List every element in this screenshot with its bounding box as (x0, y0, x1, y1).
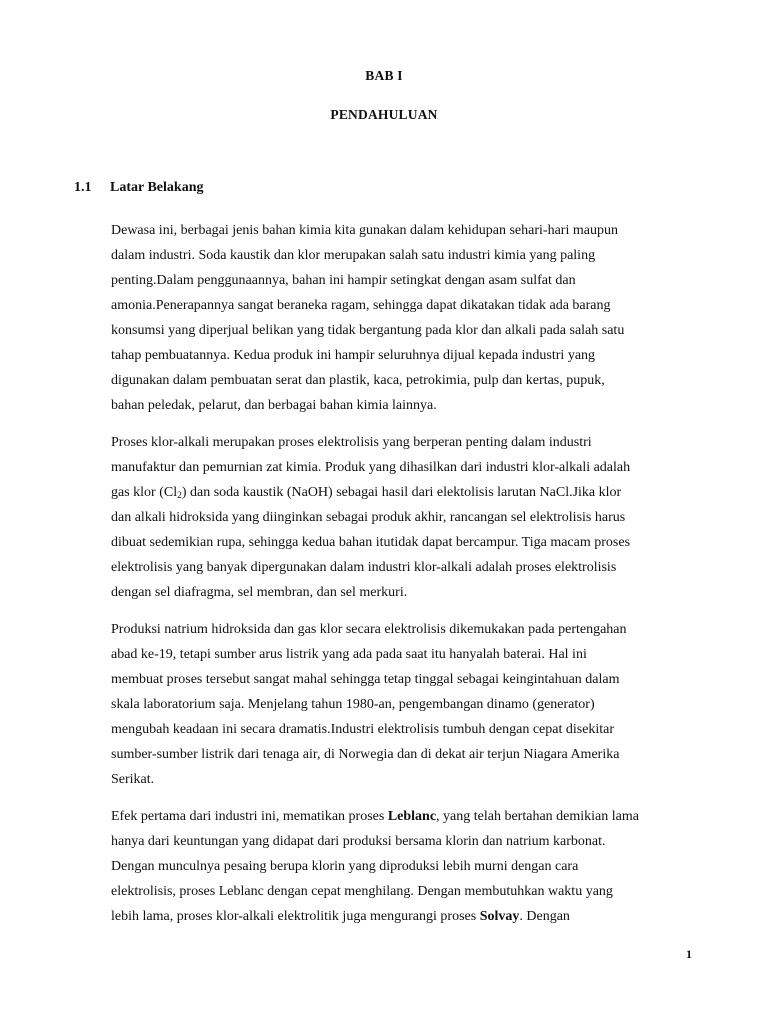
text-run: lebih lama, proses klor-alkali elektrolitik juga mengurangi proses (111, 909, 480, 924)
text-line: hanya dari keuntungan yang didapat dari produksi bersama klorin dan natrium karbonat. (111, 834, 606, 849)
formula-line (111, 480, 701, 505)
text-line: dalam industri. Soda kaustik dan klor merupakan salah satu industri kimia yang paling (111, 248, 596, 263)
text-line: elektrolisis yang banyak dipergunakan dalam industri klor-alkali adalah proses elektrolisis (111, 560, 617, 575)
chapter-title: PENDAHULUAN (330, 107, 438, 122)
text-line: digunakan dalam pembuatan serat dan plastik, kaca, petrokimia, pulp dan kertas, pupuk, (111, 373, 605, 388)
paragraph-4 (111, 804, 701, 929)
text-line (111, 804, 701, 829)
text-line (111, 904, 701, 929)
text-line: elektrolisis, proses Leblanc dengan cepat menghilang. Dengan membutuhkan waktu yang (111, 884, 613, 899)
bold-term-leblanc: Leblanc (387, 809, 437, 824)
text-line: dan alkali hidroksida yang diinginkan sebagai produk akhir, rancangan sel elektrolisis harus (111, 510, 626, 525)
page-number: 1 (686, 947, 692, 961)
text-line: skala laboratorium saja. Menjelang tahun 1980-an, pengembangan dinamo (generator) (111, 697, 595, 712)
text-line: bahan peledak, pelarut, dan berbagai bahan kimia lainnya. (111, 398, 437, 413)
text-run: , yang telah bertahan demikian lama (436, 809, 639, 824)
text-line: manufaktur dan pemurnian zat kimia. Produk yang dihasilkan dari industri klor-alkali adalah (111, 460, 631, 475)
text-line: dengan sel diafragma, sel membran, dan sel merkuri. (111, 585, 408, 600)
text-line: tahap pembuatannya. Kedua produk ini hampir seluruhnya dijual kepada industri yang (111, 348, 596, 363)
text-line: sumber-sumber listrik dari tenaga air, di Norwegia dan di dekat air terjun Niagara Amerika (111, 747, 620, 762)
paragraph-1 (111, 218, 701, 418)
formula-text-before: gas klor (Cl (111, 485, 178, 500)
text-run: . Dengan (519, 909, 570, 924)
text-line: amonia.Penerapannya sangat beraneka ragam, sehingga dapat dikatakan tidak ada barang (111, 298, 611, 313)
bold-term-solvay: Solvay (479, 909, 520, 924)
text-line: Dewasa ini, berbagai jenis bahan kimia kita gunakan dalam kehidupan sehari-hari maupun (111, 223, 618, 238)
text-line: abad ke-19, tetapi sumber arus listrik yang ada pada saat itu hanyalah baterai. Hal ini (111, 647, 587, 662)
formula-text-after: ) dan soda kaustik (NaOH) sebagai hasil dari elektolisis larutan NaCl.Jika klor (181, 485, 622, 500)
text-line: dibuat sedemikian rupa, sehingga kedua bahan itutidak dapat bercampur. Tiga macam proses (111, 535, 631, 550)
section-title: Latar Belakang (110, 180, 204, 195)
text-line: mengubah keadaan ini secara dramatis.Industri elektrolisis tumbuh dengan cepat disekitar (111, 722, 615, 737)
text-line: membuat proses tersebut sangat mahal sehingga tetap tinggal sebagai keingintahuan dalam (111, 672, 620, 687)
section-number: 1.1 (74, 180, 92, 195)
text-line: Produksi natrium hidroksida dan gas klor secara elektrolisis dikemukakan pada pertengahan (111, 622, 627, 637)
paragraph-3 (111, 617, 701, 792)
body-text (111, 218, 701, 941)
chlorine-subscript: 2 (177, 491, 182, 501)
text-line: Dengan munculnya pesaing berupa klorin yang diproduksi lebih murni dengan cara (111, 859, 579, 874)
text-run: Efek pertama dari industri ini, mematikan proses (111, 809, 388, 824)
text-line: konsumsi yang diperjual belikan yang tidak bergantung pada klor dan alkali pada salah satu (111, 323, 625, 338)
text-line: Serikat. (111, 772, 155, 787)
text-line: penting.Dalam penggunaannya, bahan ini hampir setingkat dengan asam sulfat dan (111, 273, 576, 288)
chapter-number: BAB I (365, 68, 403, 83)
section-heading (74, 180, 203, 196)
paragraph-2 (111, 430, 701, 605)
text-line: Proses klor-alkali merupakan proses elektrolisis yang berperan penting dalam industri (111, 435, 592, 450)
